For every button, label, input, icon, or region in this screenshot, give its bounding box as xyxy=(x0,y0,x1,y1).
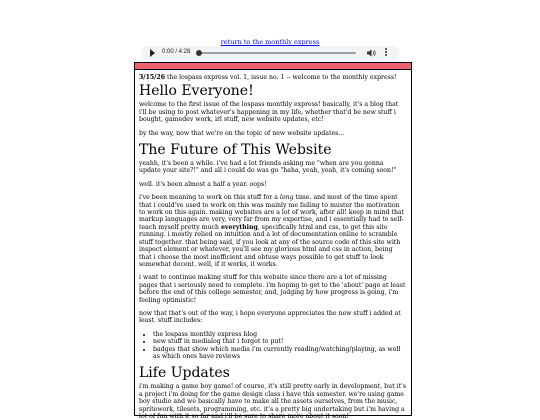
audio-seek-handle[interactable] xyxy=(196,50,202,56)
audio-time: 0:00 / 4:28 xyxy=(162,49,191,55)
paragraph-continue: i want to continue making stuff for this website since there are a lot of missing pages that i seriously need to complete. i'm hoping to get to the 'about' page at least before the end of this college semester, and, judging by how progress is going, i'm feeling optimistic! xyxy=(139,274,406,304)
text-segment: i've been meaning to work on this stuff for a xyxy=(139,194,280,202)
heading-life-updates: Life Updates xyxy=(139,365,230,382)
post-header-text: the lospass express vol. 1, issue no. 1 -- welcome to the monthly express! xyxy=(167,74,397,81)
paragraph-friends: yeahh, it's been a while. i've had a lot friends asking me "when are you gonna update your site?!" and all i could do was go "haha, yeah, yeah, it's coming soon!" xyxy=(139,160,397,175)
blog-post xyxy=(134,62,412,420)
paragraph-transition: by the way, now that we're on the topic of new website updates... xyxy=(139,129,345,137)
audio-seek-bar[interactable] xyxy=(198,52,356,54)
paragraph-game-boy: i'm making a game boy game! of course, it's still pretty early in development, but it's a project i'm doing for the game design class i have this semester. we're using game boy studio and we basically have to make all the assets ourselves, from the music, spritework, tilesets, programming, etc. it's a pretty big undertaking but i'm having a lot of fun with it so far and i'll be sure to share more about it soon! xyxy=(139,383,406,420)
text-segment: , specifically html and css, to get this site running. i mostly relied on intuition and a lot of documentation online to scramble stuff together. that being said, if you look at any of the source code of this site with inspect element or whatever, you'll see my glorious html and css in action, being that i choose the most inefficient and obtuse ways possible to get stuff to look somewhat decent. well, if it works, it works. xyxy=(139,223,401,268)
heading-future: The Future of This Website xyxy=(139,142,332,159)
audio-player[interactable] xyxy=(141,46,400,60)
paragraph-oops: well. it's been almost a half a year. oops! xyxy=(139,180,267,188)
post-date: 3/15/26 xyxy=(139,74,166,81)
paragraph-new-stuff: now that that's out of the way, i hope everyone appreciates the new stuff i added at least. stuff includes: xyxy=(139,309,401,325)
text-segment: time. and most of the time spent that i could've used to work on this was mainly me failing to muster the motivation to work on this again. making websites are a lot of work, after all! keep in mind that markup languages are very, very far from my expertise, and i essentially had to self-teach myself pretty much xyxy=(139,194,405,231)
play-icon[interactable] xyxy=(150,49,155,57)
list-item: • the lospass monthly express blog xyxy=(153,331,407,338)
post-content xyxy=(135,70,411,420)
more-options-icon[interactable] xyxy=(385,48,388,57)
paragraph-intro: welcome to the first issue of the lospass monthly express! basically, it's a blog that i'll be using to post whatever's happening in my life, whether that'd be new stuff i bought, gamedev work, irl stuff, new website updates, etc! xyxy=(139,101,399,124)
return-to-monthly-express-link[interactable]: return to the monthly express xyxy=(220,38,320,46)
post-meta xyxy=(139,74,407,81)
volume-icon[interactable] xyxy=(367,49,376,57)
new-stuff-list xyxy=(139,331,407,361)
emphasis-long: long xyxy=(279,194,294,202)
list-item: • badges that show which media i'm currently reading/watching/playing, as well as which ones have reviews xyxy=(153,346,407,361)
heading-hello: Hello Everyone! xyxy=(139,83,254,100)
header-band xyxy=(135,63,411,70)
strong-everything: everything xyxy=(220,223,258,231)
paragraph-long-time xyxy=(139,194,407,268)
list-item: • new stuff in medialog that i forgot to put! xyxy=(153,338,407,345)
